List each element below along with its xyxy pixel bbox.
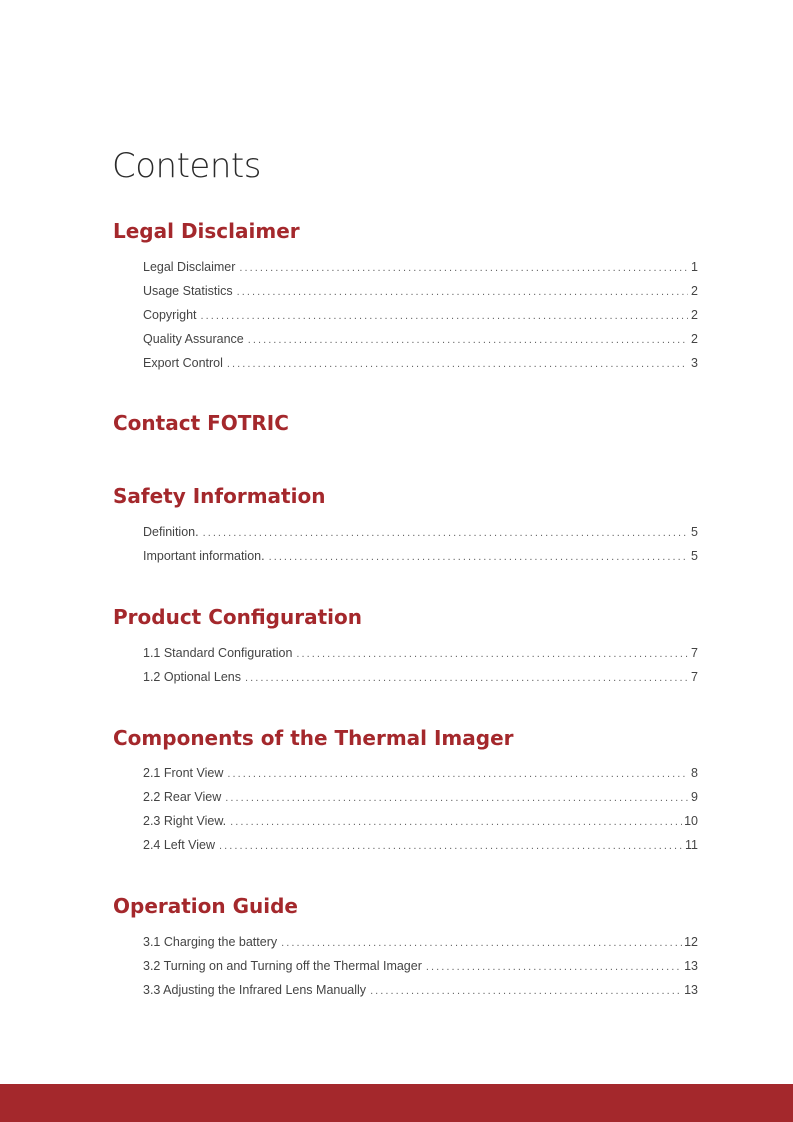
toc-entry-label: Usage Statistics	[143, 284, 233, 298]
toc-entry[interactable]	[143, 332, 698, 356]
toc-list	[143, 260, 698, 380]
toc-entry-page: 7	[691, 646, 698, 660]
toc-entry-label: Export Control	[143, 356, 223, 370]
section-heading[interactable]: Safety Information	[113, 484, 326, 508]
toc-entry[interactable]	[143, 838, 698, 862]
toc-entry-label: 2.3 Right View.	[143, 814, 227, 828]
dot-leader	[296, 648, 688, 660]
toc-entry[interactable]	[143, 983, 698, 1007]
toc-entry-label: 1.1 Standard Configuration	[143, 646, 293, 660]
toc-entry-page: 8	[691, 766, 698, 780]
toc-entry-label: Important information.	[143, 549, 265, 563]
toc-entry-page: 13	[684, 983, 698, 997]
toc-entry[interactable]	[143, 766, 698, 790]
section-heading[interactable]: Components of the Thermal Imager	[113, 726, 514, 750]
toc-entry-page: 2	[691, 308, 698, 322]
toc-entry[interactable]	[143, 284, 698, 308]
toc-entry[interactable]	[143, 356, 698, 380]
toc-entry[interactable]	[143, 646, 698, 670]
toc-entry[interactable]	[143, 959, 698, 983]
dot-leader	[230, 816, 682, 828]
toc-entry-page: 5	[691, 525, 698, 539]
dot-leader	[237, 286, 688, 298]
toc-list	[143, 935, 698, 1007]
dot-leader	[225, 792, 688, 804]
dot-leader	[245, 672, 688, 684]
toc-entry[interactable]	[143, 549, 698, 573]
dot-leader	[426, 961, 682, 973]
toc-entry-page: 11	[685, 838, 698, 852]
toc-entry[interactable]	[143, 670, 698, 694]
toc-entry-label: 2.2 Rear View	[143, 790, 222, 804]
toc-entry-page: 7	[691, 670, 698, 684]
toc-entry[interactable]	[143, 790, 698, 814]
toc-entry-page: 10	[684, 814, 698, 828]
dot-leader	[219, 840, 683, 852]
toc-entry[interactable]	[143, 260, 698, 284]
toc-entry-page: 13	[684, 959, 698, 973]
dot-leader	[370, 985, 682, 997]
toc-entry-page: 3	[691, 356, 698, 370]
dot-leader	[227, 358, 688, 370]
section-heading[interactable]: Contact FOTRIC	[113, 411, 289, 435]
dot-leader	[248, 334, 688, 346]
toc-entry[interactable]	[143, 814, 698, 838]
section-heading[interactable]: Product Configuration	[113, 605, 362, 629]
section-heading[interactable]: Legal Disclaimer	[113, 219, 300, 243]
toc-entry-label: Legal Disclaimer	[143, 260, 236, 274]
toc-entry-page: 12	[684, 935, 698, 949]
toc-entry[interactable]	[143, 308, 698, 332]
toc-entry-label: Quality Assurance	[143, 332, 244, 346]
page-title: Contents	[112, 146, 261, 186]
toc-entry-label: 1.2 Optional Lens	[143, 670, 241, 684]
footer-band	[0, 1084, 793, 1122]
dot-leader	[201, 310, 689, 322]
toc-entry-label: 3.3 Adjusting the Infrared Lens Manually	[143, 983, 367, 997]
toc-entry-label: Copyright	[143, 308, 197, 322]
dot-leader	[281, 937, 682, 949]
toc-entry-label: 2.1 Front View	[143, 766, 224, 780]
toc-list	[143, 766, 698, 862]
toc-entry-label: Definition.	[143, 525, 199, 539]
toc-entry[interactable]	[143, 935, 698, 959]
toc-entry-label: 3.1 Charging the battery	[143, 935, 278, 949]
dot-leader	[227, 768, 688, 780]
dot-leader	[239, 262, 688, 274]
toc-entry-page: 1	[691, 260, 698, 274]
toc-entry-page: 2	[691, 284, 698, 298]
toc-list	[143, 646, 698, 694]
toc-list	[143, 525, 698, 573]
toc-entry-label: 2.4 Left View	[143, 838, 216, 852]
dot-leader	[203, 527, 688, 539]
toc-entry-page: 9	[691, 790, 698, 804]
toc-entry-page: 5	[691, 549, 698, 563]
toc-entry[interactable]	[143, 525, 698, 549]
dot-leader	[269, 551, 688, 563]
toc-entry-label: 3.2 Turning on and Turning off the Thermal Imager	[143, 959, 422, 973]
section-heading[interactable]: Operation Guide	[113, 894, 298, 918]
toc-entry-page: 2	[691, 332, 698, 346]
